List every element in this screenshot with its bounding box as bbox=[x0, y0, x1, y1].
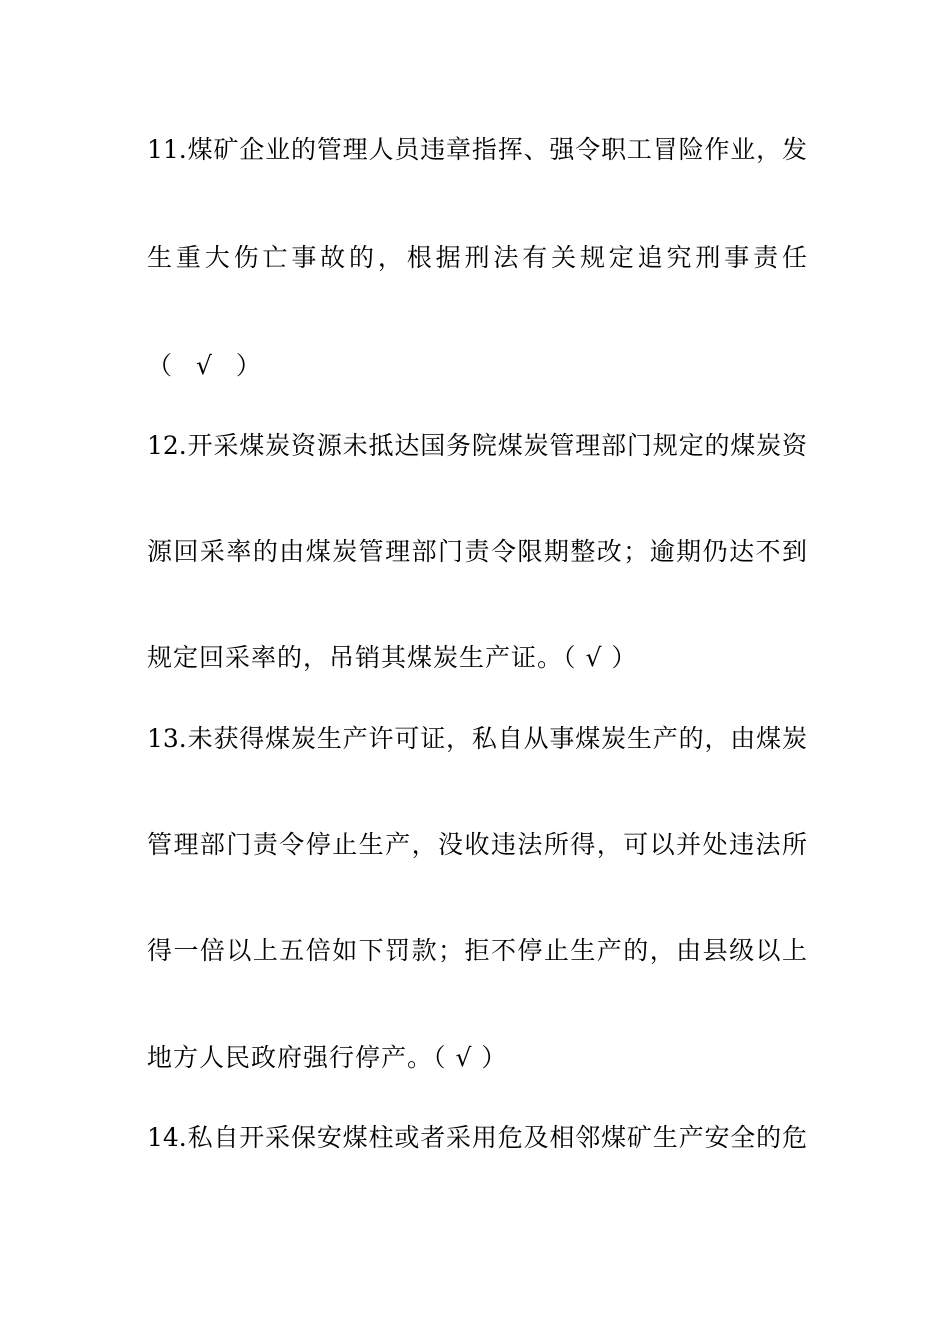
question-13-line-1: 13.未获得煤炭生产许可证，私自从事煤炭生产的，由煤炭 bbox=[147, 724, 807, 753]
question-14-line-1: 14.私自开采保安煤柱或者采用危及相邻煤矿生产安全的危 bbox=[147, 1123, 807, 1152]
question-11-answer: （ √ ） bbox=[147, 351, 269, 380]
question-12-line-3: 规定回采率的，吊销其煤炭生产证。（ √ ） bbox=[147, 643, 638, 672]
question-13-line-4: 地方人民政府强行停产。（ √ ） bbox=[147, 1043, 508, 1072]
question-13-line-2: 管理部门责令停止生产，没收违法所得，可以并处违法所 bbox=[147, 830, 807, 859]
question-13-line-3: 得一倍以上五倍如下罚款；拒不停止生产的，由县级以上 bbox=[147, 936, 807, 965]
question-12-line-2: 源回采率的由煤炭管理部门责令限期整改；逾期仍达不到 bbox=[147, 537, 807, 566]
question-12-line-1: 12.开采煤炭资源未抵达国务院煤炭管理部门规定的煤炭资 bbox=[147, 431, 807, 460]
question-11-line-2: 生重大伤亡事故的，根据刑法有关规定追究刑事责任 bbox=[147, 243, 807, 272]
question-11-line-1: 11.煤矿企业的管理人员违章指挥、强令职工冒险作业，发 bbox=[147, 135, 807, 164]
